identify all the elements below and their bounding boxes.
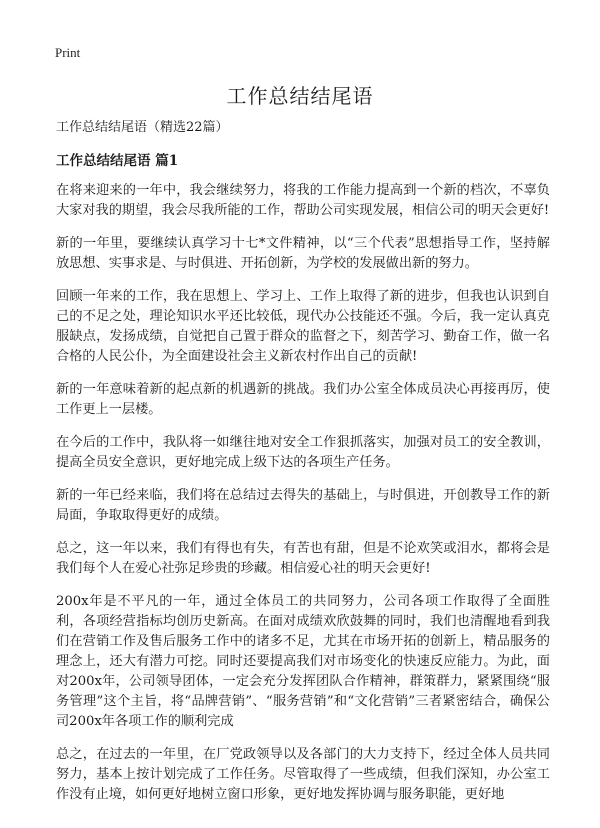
paragraph-9: 总之，在过去的一年里，在厂党政领导以及各部门的大力支持下，经过全体人员共同努力，基本上按计划完成了工作任务。尽管取得了一些成绩，但我们深知，办公室工作没有止境，如何更好地树立窗口形象，更好地发挥协调与服务职能，更好地 xyxy=(56,747,550,802)
paragraph-3: 回顾一年来的工作，我在思想上、学习上、工作上取得了新的进步，但我也认识到自己的不足之处，理论知识水平还比较低，现代办公技能还不强。今后，我一定认真克服缺点，发扬成绩，自觉把自己置于群众的监督之下，刻苦学习、勤奋工作，做一名合格的人民公仆，为全面建设社会主义新农村作出自己的贡献! xyxy=(56,289,550,364)
print-link[interactable]: Print xyxy=(55,45,81,60)
section-heading: 工作总结结尾语 篇1 xyxy=(56,153,179,169)
paragraph-1: 在将来迎来的一年中，我会继续努力，将我的工作能力提高到一个新的档次，不辜负大家对我的期望，我会尽我所能的工作，帮助公司实现发展，相信公司的明天会更好! xyxy=(56,183,550,218)
paragraph-7: 总之，这一年以来，我们有得也有失，有苦也有甜，但是不论欢笑或泪水，都将会是我们每个人在爱心社弥足珍贵的珍藏。相信爱心社的明天会更好! xyxy=(56,541,550,576)
paragraph-2: 新的一年里，要继续认真学习十七*文件精神，以“三个代表”思想指导工作，坚持解放思想、实事求是、与时俱进、开拓创新，为学校的发展做出新的努力。 xyxy=(56,236,550,271)
paragraph-8: 200x年是不平凡的一年，通过全体员工的共同努力，公司各项工作取得了全面胜利，各项经营指标均创历史新高。在面对成绩欢欣鼓舞的同时，我们也清醒地看到我们在营销工作及售后服务工作中的诸多不足，尤其在市场开拓的创新上，精品服务的理念上，还大有潜力可挖。同时还要提高我们对市场变化的快速反应能力。为此，面对200x年，公司领导团体，一定会充分发挥团队合作精神，群策群力，紧紧围绕“服务管理”这个主旨，将“品牌营销”、“服务营销”和“文化营销”三者紧密结合，确保公司200x年各项工作的顺利完成 xyxy=(56,594,550,729)
paragraph-4: 新的一年意味着新的起点新的机遇新的挑战。我们办公室全体成员决心再接再厉，使工作更上一层楼。 xyxy=(56,382,550,417)
document-subtitle: 工作总结结尾语（精选22篇） xyxy=(56,120,229,135)
paragraph-5: 在今后的工作中，我队将一如继往地对安全工作狠抓落实，加强对员工的安全教训，提高全员安全意识，更好地完成上级下达的各项生产任务。 xyxy=(56,435,550,470)
document-title: 工作总结结尾语 xyxy=(226,84,374,108)
document-body xyxy=(56,118,550,818)
paragraph-6: 新的一年已经来临，我们将在总结过去得失的基础上，与时俱进，开创教导工作的新局面，争取取得更好的成绩。 xyxy=(56,488,550,523)
